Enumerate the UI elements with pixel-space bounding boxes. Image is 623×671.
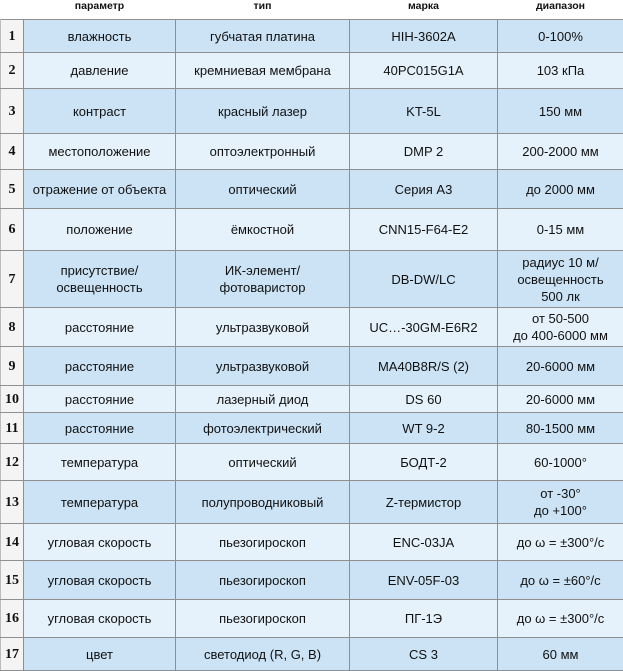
- range-cell: 60-1000°: [498, 444, 623, 481]
- header-row: [1, 0, 623, 20]
- type-cell: губчатая платина: [176, 20, 350, 53]
- range-cell: радиус 10 м/ освещенность 500 лк: [498, 251, 623, 308]
- header-num: [1, 0, 24, 20]
- header-type: тип: [176, 0, 350, 20]
- range-cell: 0-100%: [498, 20, 623, 53]
- row-number: 12: [1, 444, 24, 481]
- brand-cell: DB-DW/LC: [350, 251, 498, 308]
- range-cell: 103 кПа: [498, 53, 623, 89]
- range-cell: 20-6000 мм: [498, 347, 623, 386]
- type-cell: красный лазер: [176, 89, 350, 134]
- brand-cell: HIH-3602A: [350, 20, 498, 53]
- header-brand: марка: [350, 0, 498, 20]
- type-cell: оптоэлектронный: [176, 134, 350, 170]
- range-cell: до 2000 мм: [498, 170, 623, 209]
- header-range: диапазон: [498, 0, 623, 20]
- brand-cell: DMP 2: [350, 134, 498, 170]
- table-row: [1, 89, 623, 134]
- brand-cell: KT-5L: [350, 89, 498, 134]
- row-number: 8: [1, 308, 24, 347]
- param-cell: расстояние: [24, 347, 176, 386]
- row-number: 6: [1, 209, 24, 251]
- row-number: 11: [1, 413, 24, 444]
- type-cell: пьезогироскоп: [176, 600, 350, 638]
- param-cell: отражение от объекта: [24, 170, 176, 209]
- row-number: 1: [1, 20, 24, 53]
- range-cell: 20-6000 мм: [498, 386, 623, 413]
- type-cell: ёмкостной: [176, 209, 350, 251]
- type-cell: полупроводниковый: [176, 481, 350, 524]
- param-cell: расстояние: [24, 386, 176, 413]
- param-cell: температура: [24, 481, 176, 524]
- table-row: [1, 347, 623, 386]
- brand-cell: Серия А3: [350, 170, 498, 209]
- table-row: [1, 20, 623, 53]
- table-row: [1, 524, 623, 561]
- brand-cell: DS 60: [350, 386, 498, 413]
- brand-cell: ПГ-1Э: [350, 600, 498, 638]
- brand-cell: 40PC015G1A: [350, 53, 498, 89]
- range-cell: 80-1500 мм: [498, 413, 623, 444]
- range-cell: от 50-500 до 400-6000 мм: [498, 308, 623, 347]
- brand-cell: БОДТ-2: [350, 444, 498, 481]
- param-cell: расстояние: [24, 413, 176, 444]
- brand-cell: CNN15-F64-E2: [350, 209, 498, 251]
- param-cell: местоположение: [24, 134, 176, 170]
- param-cell: давление: [24, 53, 176, 89]
- type-cell: оптический: [176, 170, 350, 209]
- row-number: 17: [1, 638, 24, 671]
- brand-cell: UC…-30GM-E6R2: [350, 308, 498, 347]
- row-number: 9: [1, 347, 24, 386]
- param-cell: контраст: [24, 89, 176, 134]
- param-cell: цвет: [24, 638, 176, 671]
- row-number: 4: [1, 134, 24, 170]
- table-row: [1, 561, 623, 600]
- table-row: [1, 413, 623, 444]
- brand-cell: ENV-05F-03: [350, 561, 498, 600]
- row-number: 15: [1, 561, 24, 600]
- header-param: параметр: [24, 0, 176, 20]
- range-cell: 0-15 мм: [498, 209, 623, 251]
- param-cell: угловая скорость: [24, 524, 176, 561]
- param-cell: температура: [24, 444, 176, 481]
- param-cell: положение: [24, 209, 176, 251]
- type-cell: пьезогироскоп: [176, 524, 350, 561]
- type-cell: ультразвуковой: [176, 308, 350, 347]
- type-cell: кремниевая мембрана: [176, 53, 350, 89]
- table-row: [1, 209, 623, 251]
- type-cell: лазерный диод: [176, 386, 350, 413]
- table-row: [1, 444, 623, 481]
- param-cell: присутствие/ освещенность: [24, 251, 176, 308]
- range-cell: 200-2000 мм: [498, 134, 623, 170]
- table-row: [1, 53, 623, 89]
- range-cell: 150 мм: [498, 89, 623, 134]
- brand-cell: WT 9-2: [350, 413, 498, 444]
- range-cell: до ω = ±300°/с: [498, 600, 623, 638]
- row-number: 7: [1, 251, 24, 308]
- table-row: [1, 638, 623, 671]
- type-cell: светодиод (R, G, B): [176, 638, 350, 671]
- brand-cell: ENC-03JA: [350, 524, 498, 561]
- type-cell: фотоэлектрический: [176, 413, 350, 444]
- row-number: 5: [1, 170, 24, 209]
- param-cell: угловая скорость: [24, 600, 176, 638]
- param-cell: влажность: [24, 20, 176, 53]
- table-row: [1, 308, 623, 347]
- range-cell: до ω = ±60°/с: [498, 561, 623, 600]
- brand-cell: CS 3: [350, 638, 498, 671]
- table-row: [1, 134, 623, 170]
- table-row: [1, 481, 623, 524]
- brand-cell: Z-термистор: [350, 481, 498, 524]
- row-number: 14: [1, 524, 24, 561]
- type-cell: пьезогироскоп: [176, 561, 350, 600]
- row-number: 3: [1, 89, 24, 134]
- type-cell: ИК-элемент/ фотоваристор: [176, 251, 350, 308]
- type-cell: оптический: [176, 444, 350, 481]
- table-row: [1, 386, 623, 413]
- row-number: 16: [1, 600, 24, 638]
- row-number: 13: [1, 481, 24, 524]
- table-row: [1, 600, 623, 638]
- type-cell: ультразвуковой: [176, 347, 350, 386]
- param-cell: угловая скорость: [24, 561, 176, 600]
- param-cell: расстояние: [24, 308, 176, 347]
- brand-cell: MA40B8R/S (2): [350, 347, 498, 386]
- range-cell: 60 мм: [498, 638, 623, 671]
- table-row: [1, 251, 623, 308]
- range-cell: до ω = ±300°/с: [498, 524, 623, 561]
- row-number: 10: [1, 386, 24, 413]
- range-cell: от -30° до +100°: [498, 481, 623, 524]
- table-row: [1, 170, 623, 209]
- row-number: 2: [1, 53, 24, 89]
